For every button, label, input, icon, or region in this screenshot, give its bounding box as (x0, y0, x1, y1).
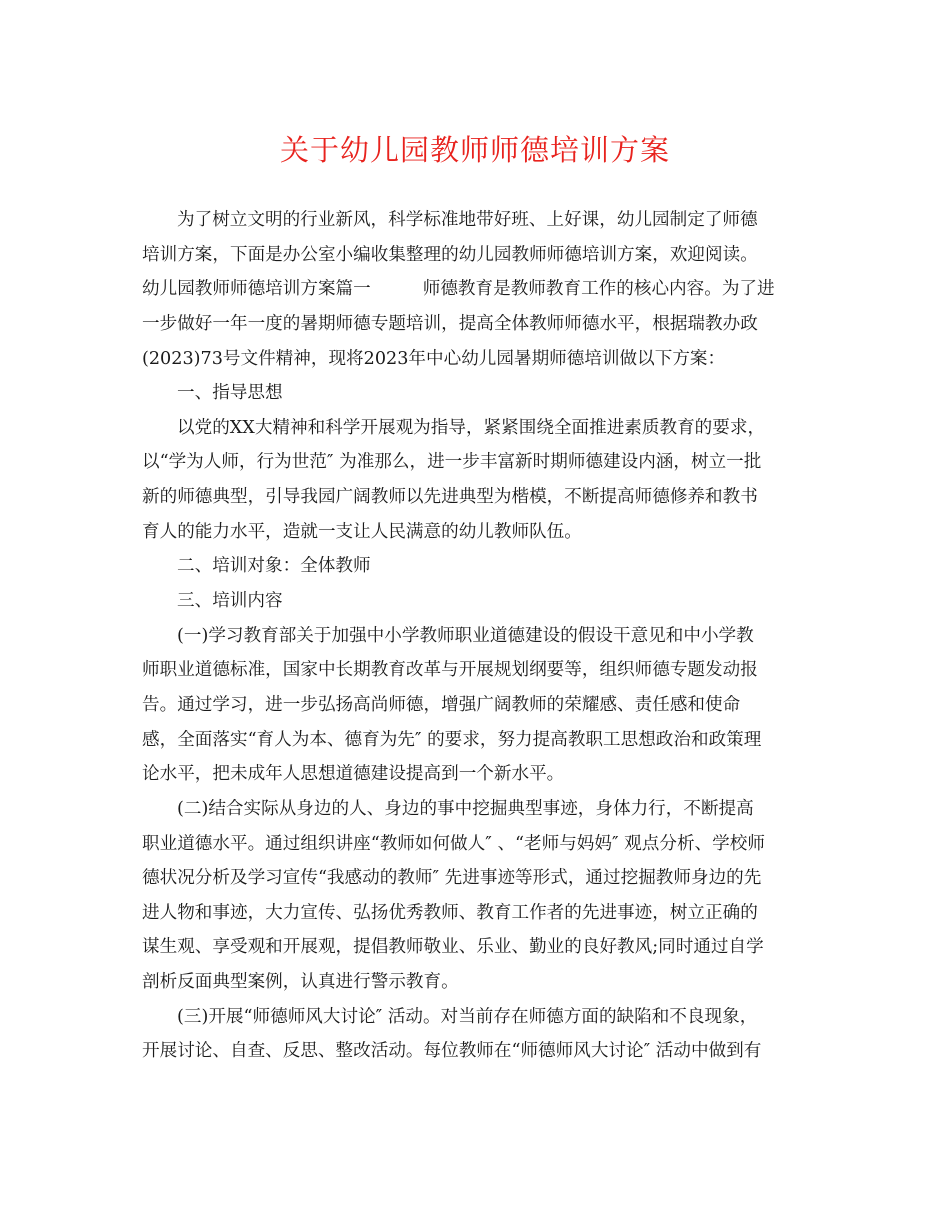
section-heading: 幼儿园教师师德培训方案篇一 (142, 279, 371, 300)
paragraph-line: (二)结合实际从身边的人、身边的事中挖掘典型事迹，身体力行，不断提高 (177, 798, 754, 819)
paragraph-line: 感，全面落实“育人为本、德育为先″ 的要求，努力提高教职工思想政治和政策理 (142, 729, 762, 750)
paragraph-line: (2023)73号文件精神，现将2023年中心幼儿园暑期师德培训做以下方案： (142, 348, 726, 369)
section-heading: 三、培训内容 (177, 591, 283, 612)
paragraph-line: 开展讨论、自查、反思、整改活动。每位教师在“师德师风大讨论″ 活动中做到有 (142, 1041, 762, 1062)
paragraph-line: 告。通过学习，进一步弘扬高尚师德，增强广阔教师的荣耀感、责任感和使命 (142, 694, 741, 715)
paragraph-line: 进人物和事迹，大力宣传、弘扬优秀教师、教育工作者的先进事迹，树立正确的 (142, 902, 758, 923)
paragraph-line (142, 272, 822, 307)
document-title: 关于幼儿园教师师德培训方案 (279, 133, 670, 167)
paragraph-line: 新的师德典型，引导我园广阔教师以先进典型为楷模，不断提高师德修养和教书 (142, 487, 758, 508)
paragraph-line: 剖析反面典型案例，认真进行警示教育。 (142, 972, 459, 993)
paragraph-line: (一)学习教育部关于加强中小学教师职业道德建设的假设干意见和中小学教 (177, 625, 754, 646)
section-heading: 一、指导思想 (177, 383, 283, 404)
paragraph-line: 师职业道德标准，国家中长期教育改革与开展规划纲要等，组织师德专题发动报 (142, 660, 758, 681)
section-heading: 二、培训对象：全体教师 (177, 556, 371, 577)
paragraph-text: 师德教育是教师教育工作的核心内容。为了进 (422, 279, 775, 300)
document-body (142, 203, 822, 1069)
paragraph-line: 育人的能力水平，造就一支让人民满意的幼儿教师队伍。 (142, 521, 582, 542)
paragraph-line: 一步做好一年一度的暑期师德专题培训，提高全体教师师德水平，根据瑞教办政 (142, 313, 758, 334)
paragraph-line: 谋生观、享受观和开展观，提倡教师敬业、乐业、勤业的良好教风;同时通过自学 (142, 937, 764, 958)
paragraph-line: 以党的XX大精神和科学开展观为指导，紧紧围绕全面推进素质教育的要求， (177, 417, 766, 438)
paragraph-line: 职业道德水平。通过组织讲座“教师如何做人″ 、“老师与妈妈″ 观点分析、学校师 (142, 833, 765, 854)
paragraph-line: 培训方案，下面是办公室小编收集整理的幼儿园教师师德培训方案，欢迎阅读。 (142, 244, 758, 265)
paragraph-line: 德状况分析及学习宣传“我感动的教师″ 先进事迹等形式，通过挖掘教师身边的先 (142, 868, 762, 889)
paragraph-line: 论水平，把未成年人思想道德建设提高到一个新水平。 (142, 764, 565, 785)
paragraph-line: (三)开展“师德师风大讨论″ 活动。对当前存在师德方面的缺陷和不良现象， (177, 1006, 758, 1027)
paragraph-line: 以“学为人师，行为世范″ 为准那么，进一步丰富新时期师德建设内涵，树立一批 (142, 452, 762, 473)
paragraph-line: 为了树立文明的行业新风，科学标准地带好班、上好课，幼儿园制定了师德 (177, 210, 758, 230)
